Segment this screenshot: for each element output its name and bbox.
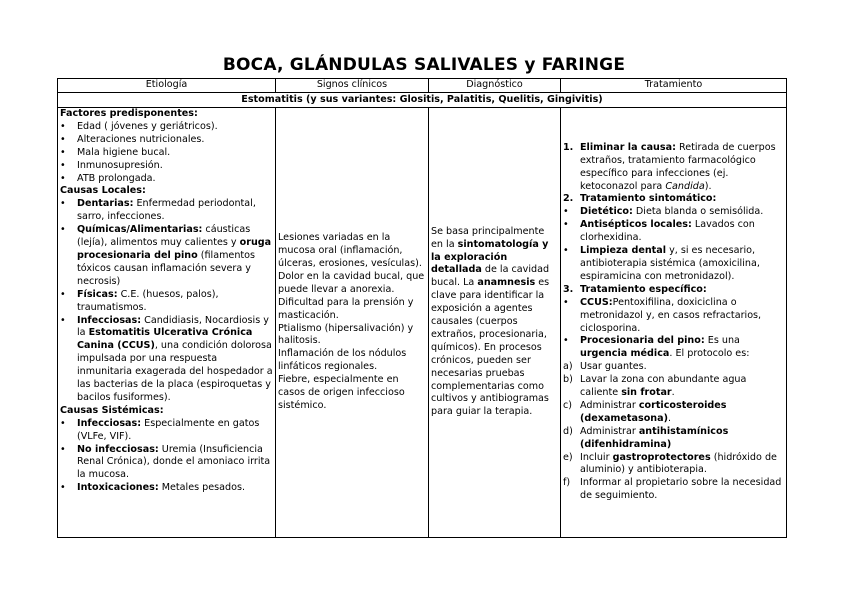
page-title: BOCA, GLÁNDULAS SALIVALES y FARINGE bbox=[222, 55, 626, 75]
protocol-e: e) Incluir gastroprotectores (hidróxido de aluminio) y antibioterapia. bbox=[563, 451, 777, 476]
protocol-c: c) Administrar corticosteroides (dexametasona). bbox=[563, 399, 727, 424]
section-title: Estomatitis (y sus variantes: Glositis, Palatitis, Quelitis, Gingivitis) bbox=[58, 93, 787, 108]
locales-title: Causas Locales: bbox=[60, 185, 146, 197]
sign-line: Dificultad para la prensión y masticación. bbox=[278, 296, 414, 321]
list-item: • Infecciosas: Especialmente en gatos (VLFe, VIF). bbox=[60, 418, 273, 444]
sistemicas-list bbox=[60, 418, 273, 495]
header-signos: Signos clínicos bbox=[276, 79, 429, 93]
predisp-title: Factores predisponentes: bbox=[60, 108, 198, 119]
list-item: • Procesionaria del pino: Es una urgencia médica. El protocolo es: bbox=[563, 335, 784, 361]
list-item: • Infecciosas: Candidiasis, Nocardiosis y la Estomatitis Ulcerativa Crónica Canina (CCUS), una condición dolorosa impulsada por una respuesta inmunitaria exagerada del hospedador a las bacterias de la placa (espiroquetas y bacilos fusiformes). bbox=[60, 315, 273, 405]
list-item: • No infecciosas: Uremia (Insuficiencia Renal Crónica), donde el amoniaco irrita la mucosa. bbox=[60, 444, 273, 483]
header-tratamiento: Tratamiento bbox=[561, 79, 787, 93]
header-row bbox=[58, 79, 787, 93]
list-item: • ATB prolongada. bbox=[60, 173, 273, 186]
protocol-d: d) Administrar antihistamínicos (difenhidramina) bbox=[563, 425, 729, 450]
protocol-f: f) Informar al propietario sobre la necesidad de seguimiento. bbox=[563, 477, 782, 502]
predisp-list bbox=[60, 121, 273, 186]
list-item: • Dietético: Dieta blanda o semisólida. bbox=[563, 206, 784, 219]
list-item: • Físicas: C.E. (huesos, palos), traumatismos. bbox=[60, 289, 273, 315]
list-item: • Inmunosupresión. bbox=[60, 160, 273, 173]
sistemicas-title: Causas Sistémicas: bbox=[60, 404, 164, 416]
list-item: • Mala higiene bucal. bbox=[60, 147, 273, 160]
list-item: • CCUS:Pentoxifilina, doxiciclina o metronidazol y, en casos refractarios, ciclosporina. bbox=[563, 297, 784, 336]
signos-cell bbox=[276, 108, 429, 538]
list-item: • Químicas/Alimentarias: cáusticas (lejía), alimentos muy calientes y oruga procesionaria del pino (filamentos tóxicos causan inflamación severa y necrosis) bbox=[60, 224, 273, 289]
body-row bbox=[58, 108, 787, 538]
list-item: • Alteraciones nutricionales. bbox=[60, 134, 273, 147]
sign-line: Fiebre, especialmente en casos de origen infeccioso sistémico. bbox=[278, 374, 405, 411]
locales-list bbox=[60, 198, 273, 405]
sign-line: Ptialismo (hipersalivación) y halitosis. bbox=[278, 322, 414, 347]
protocol-a: a) Usar guantes. bbox=[563, 361, 647, 373]
step-2: 2. Tratamiento sintomático: bbox=[563, 193, 717, 205]
list-item: • Antisépticos locales: Lavados con clorhexidina. bbox=[563, 219, 784, 245]
list-item: • Limpieza dental y, si es necesario, antibioterapia sistémica (amoxicilina, espiramicina con metronidazol). bbox=[563, 245, 784, 284]
etiologia-cell bbox=[58, 108, 276, 538]
tratamiento-list bbox=[563, 142, 784, 503]
list-item: • Intoxicaciones: Metales pesados. bbox=[60, 482, 273, 495]
clinical-table bbox=[57, 78, 787, 538]
list-item: • Edad ( jóvenes y geriátricos). bbox=[60, 121, 273, 134]
step-1: 1. Eliminar la causa: Retirada de cuerpos extraños, tratamiento farmacológico específico para infecciones (ej. ketoconazol para Candida). bbox=[563, 141, 776, 192]
tratamiento-cell bbox=[561, 108, 787, 538]
sign-line: Dolor en la cavidad bucal, que puede llevar a anorexia. bbox=[278, 270, 425, 295]
diagnostico-cell: Se basa principalmente en la sintomatología y la exploración detallada de la cavidad bucal. La anamnesis es clave para identificar la exposición a agentes causales (cuerpos extraños, procesionaria, químicos). En procesos crónicos, pueden ser necesarias pruebas complementarias como cultivos y antibiogramas para guiar la terapia. bbox=[429, 108, 561, 538]
header-etiologia: Etiología bbox=[58, 79, 276, 93]
protocol-b: b) Lavar la zona con abundante agua caliente sin frotar. bbox=[563, 374, 747, 399]
sign-line: Inflamación de los nódulos linfáticos regionales. bbox=[278, 348, 407, 373]
section-row bbox=[58, 93, 787, 108]
step-3: 3. Tratamiento específico: bbox=[563, 283, 707, 295]
list-item: • Dentarias: Enfermedad periodontal, sarro, infecciones. bbox=[60, 198, 273, 224]
header-diagnostico: Diagnóstico bbox=[429, 79, 561, 93]
sign-line: Lesiones variadas en la mucosa oral (inflamación, úlceras, erosiones, vesículas). bbox=[278, 232, 422, 269]
